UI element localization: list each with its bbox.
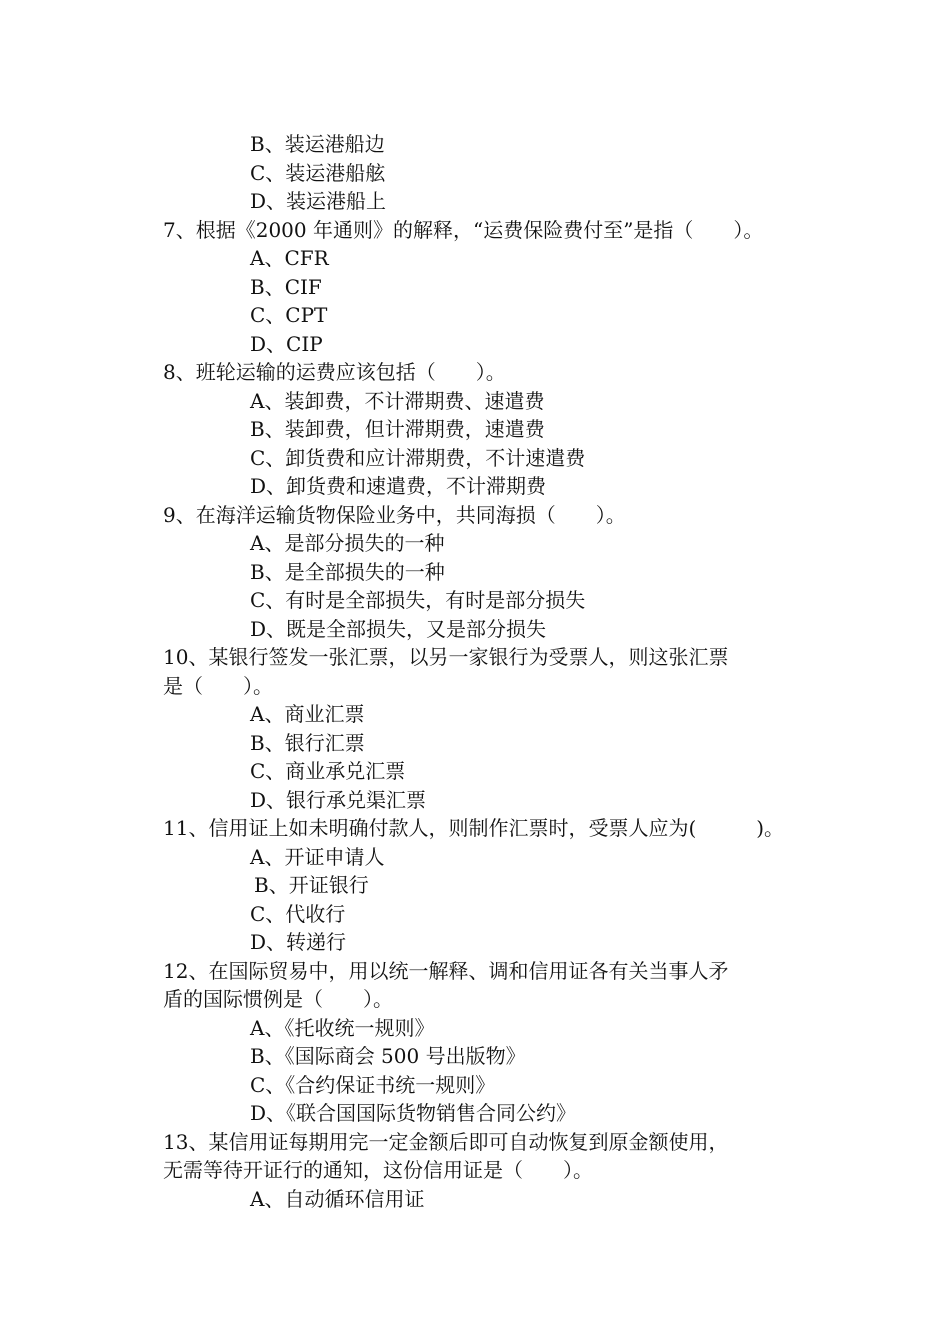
option-item: C、CPT	[250, 303, 328, 327]
option-item: B、装运港船边	[250, 132, 385, 156]
question-8-text: 8、班轮运输的运费应该包括（ ）。	[163, 360, 506, 384]
option-item: B、CIF	[250, 274, 322, 299]
question-10-text-line1: 10、某银行签发一张汇票，以另一家银行为受票人，则这张汇票	[163, 645, 729, 669]
option-item: A、CFR	[250, 246, 329, 270]
option-item: A、自动循环信用证	[250, 1186, 425, 1211]
option-item: C、有时是全部损失，有时是部分损失	[250, 588, 586, 612]
option-item: C、《合约保证书统一规则》	[250, 1072, 496, 1097]
question-11-text: 11、信用证上如未明确付款人，则制作汇票时，受票人应为( )。	[163, 816, 785, 840]
option-item: C、装运港船舷	[250, 160, 386, 185]
question-13-text-line2: 无需等待开证行的通知，这份信用证是（ ）。	[163, 1158, 593, 1182]
option-item: D、转递行	[250, 930, 347, 954]
option-item: A、装卸费，不计滞期费、速遣费	[250, 388, 545, 413]
option-item: D、装运港船上	[250, 189, 387, 213]
option-item: A、是部分损失的一种	[250, 531, 445, 555]
option-item: B、是全部损失的一种	[250, 559, 445, 584]
question-12-text-line2: 盾的国际惯例是（ ）。	[163, 987, 393, 1011]
question-13-text-line1: 13、某信用证每期用完一定金额后即可自动恢复到原金额使用，	[163, 1129, 729, 1154]
option-item: A、开证申请人	[250, 844, 385, 869]
option-item: D、《联合国国际货物销售合同公约》	[250, 1101, 577, 1125]
option-item: A、《托收统一规则》	[250, 1015, 435, 1040]
option-item: B、《国际商会 500 号出版物》	[250, 1044, 526, 1068]
option-item: D、银行承兑渠汇票	[250, 787, 427, 812]
option-item: A、商业汇票	[250, 702, 365, 726]
question-12-text-line1: 12、在国际贸易中，用以统一解释、调和信用证各有关当事人矛	[163, 958, 729, 983]
option-item: B、银行汇票	[250, 730, 365, 755]
option-item: C、卸货费和应计滞期费，不计速遣费	[250, 445, 586, 470]
question-10-text-line2: 是（ ）。	[163, 673, 273, 698]
option-item: C、商业承兑汇票	[250, 759, 406, 783]
option-item: B、装卸费，但计滞期费，速遣费	[250, 417, 545, 441]
question-7-text: 7、根据《2000 年通则》的解释，“运费保险费付至”是指（ ）。	[163, 217, 764, 242]
option-item: D、CIP	[250, 331, 323, 356]
option-item: B、开证银行	[254, 873, 369, 897]
option-item: D、既是全部损失，又是部分损失	[250, 616, 547, 641]
option-item: D、卸货费和速遣费，不计滞期费	[250, 474, 547, 498]
option-item: C、代收行	[250, 901, 346, 926]
question-9-text: 9、在海洋运输货物保险业务中，共同海损（ ）。	[163, 502, 626, 527]
